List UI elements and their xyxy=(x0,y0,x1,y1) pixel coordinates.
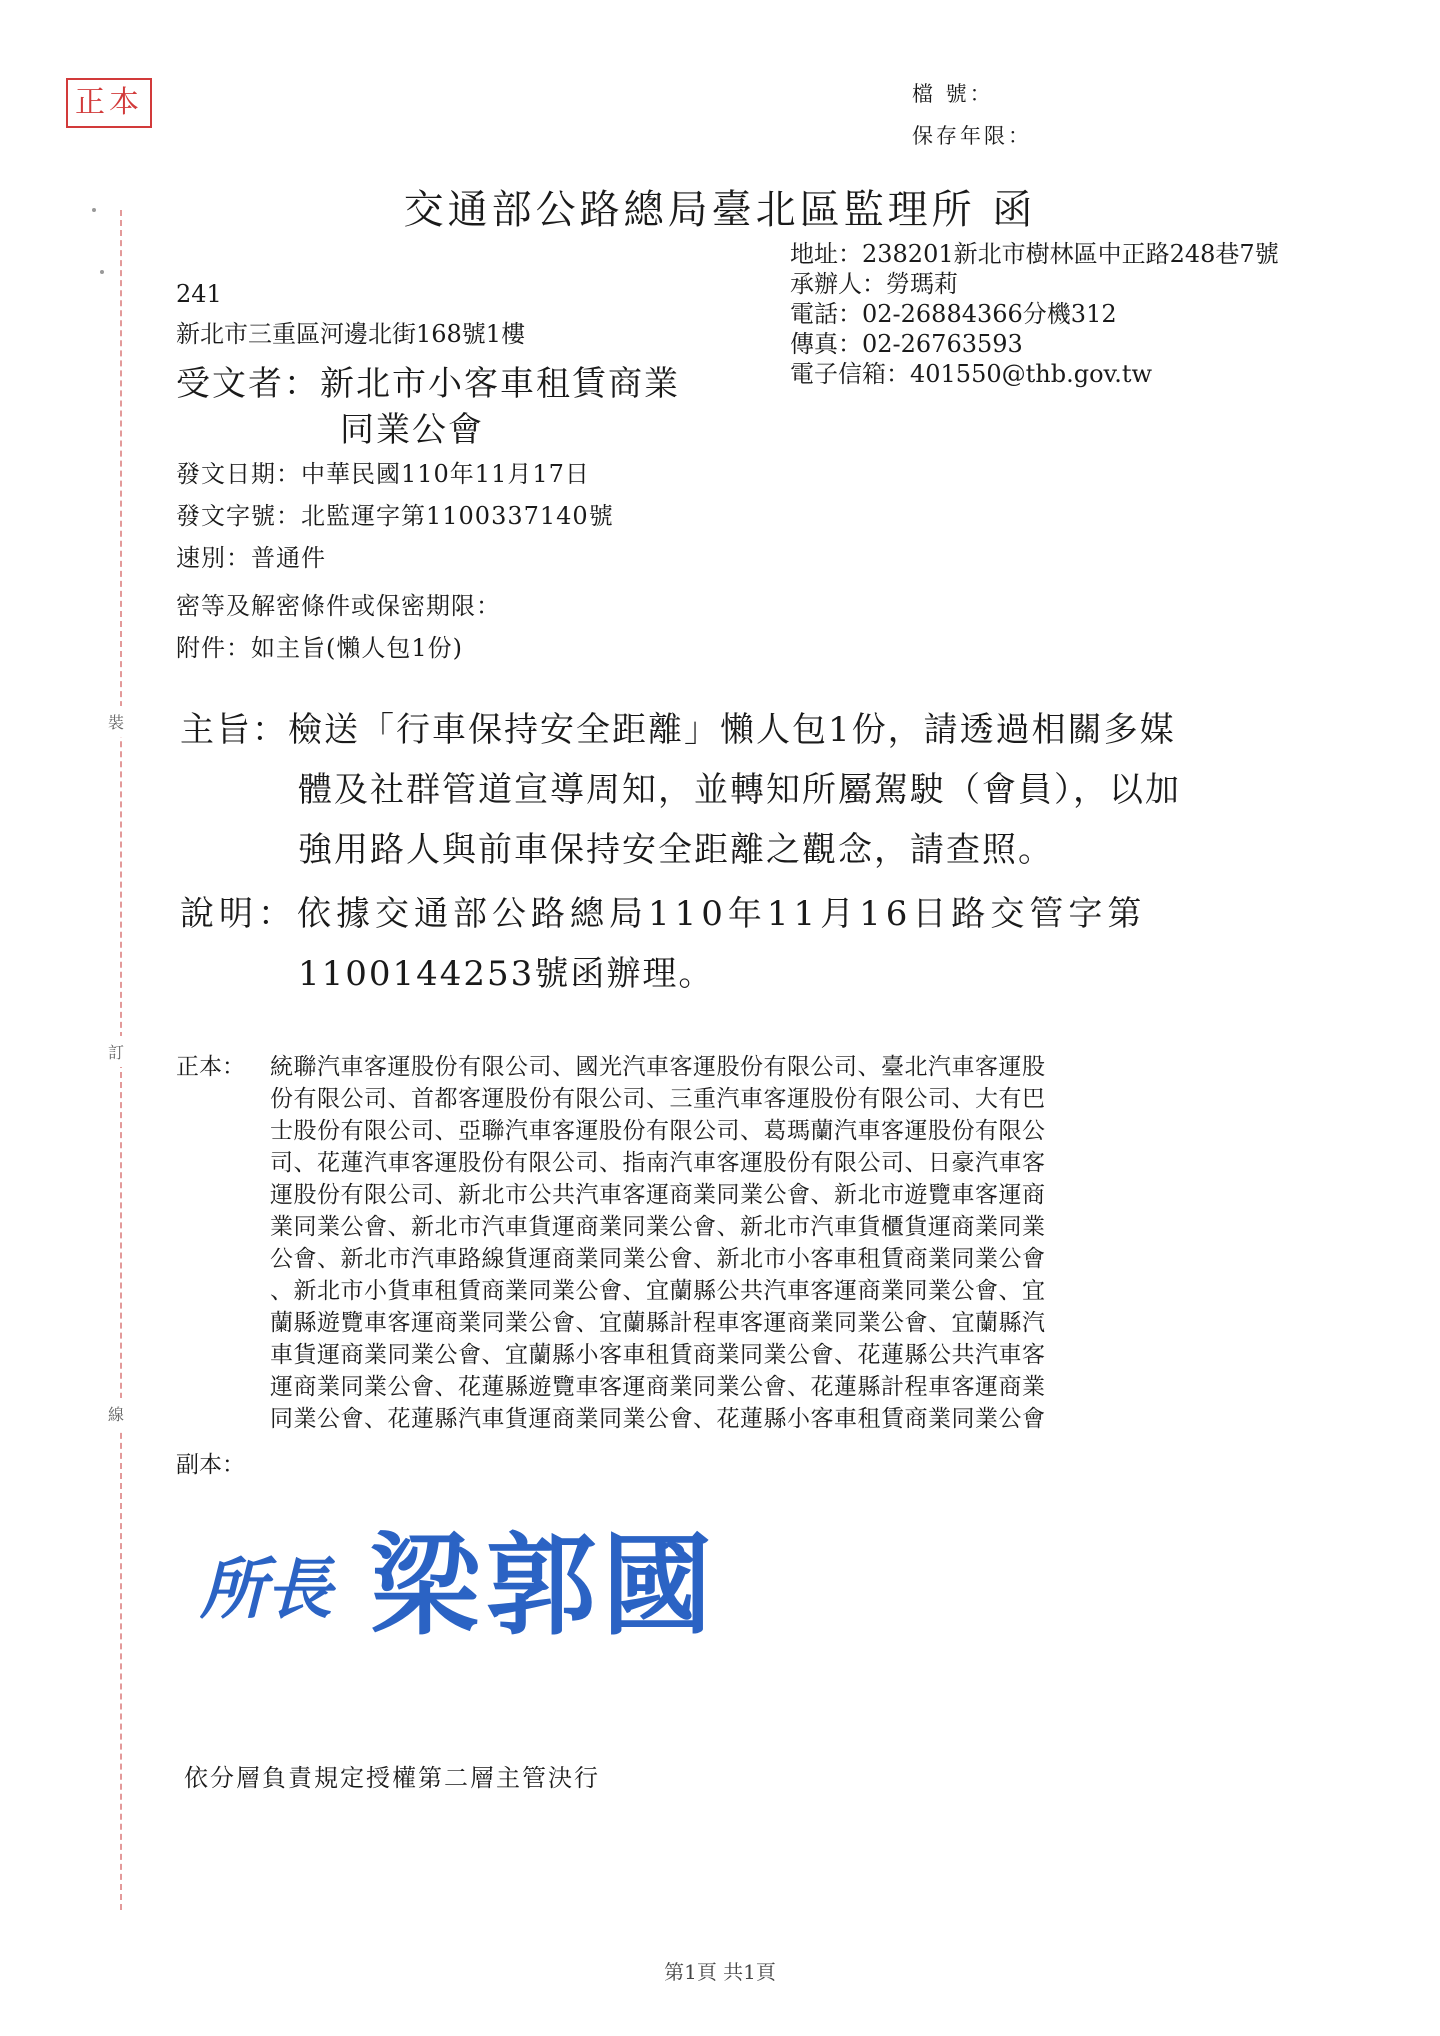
original-stamp: 正本 xyxy=(66,78,152,128)
issue-date: 發文日期：中華民國110年11月17日 xyxy=(176,460,590,488)
secrecy-level: 密等及解密條件或保密期限： xyxy=(176,592,501,620)
recipient-name: 受文者：新北市小客車租賃商業 xyxy=(176,364,680,404)
binding-dot xyxy=(92,208,96,212)
file-number-label: 檔 號： xyxy=(912,82,994,106)
explanation-line: 1100144253號函辦理。 xyxy=(298,954,715,994)
page-number: 第1頁 共1頁 xyxy=(664,1960,776,1984)
binding-mark-ding: 訂 xyxy=(108,1036,124,1067)
attachment: 附件：如主旨(懶人包1份) xyxy=(176,634,463,662)
original-recipients-line: 士股份有限公司、亞聯汽車客運股份有限公司、葛瑪蘭汽車客運股份有限公 xyxy=(270,1118,1046,1144)
document-number: 發文字號：北監運字第1100337140號 xyxy=(176,502,614,530)
sender-email: 電子信箱：401550@thb.gov.tw xyxy=(790,360,1153,388)
original-recipients-line: 公會、新北市汽車路線貨運商業同業公會、新北市小客車租賃商業同業公會 xyxy=(270,1246,1046,1272)
binding-mark-xian: 線 xyxy=(108,1398,124,1429)
binding-dot xyxy=(100,270,104,274)
original-recipients-label: 正本： xyxy=(176,1054,245,1080)
original-recipients-line: 蘭縣遊覽車客運商業同業公會、宜蘭縣計程車客運商業同業公會、宜蘭縣汽 xyxy=(270,1310,1046,1336)
authorization-note: 依分層負責規定授權第二層主管決行 xyxy=(184,1764,600,1792)
recipient-postal-code: 241 xyxy=(176,280,222,308)
recipient-address: 新北市三重區河邊北街168號1樓 xyxy=(176,320,526,348)
subject-line: 強用路人與前車保持安全距離之觀念，請查照。 xyxy=(298,830,1054,870)
director-signature xyxy=(200,1500,780,1650)
original-recipients-line: 車貨運商業同業公會、宜蘭縣小客車租賃商業同業公會、花蓮縣公共汽車客 xyxy=(270,1342,1046,1368)
retention-period-label: 保存年限： xyxy=(912,124,1032,148)
subject-line: 主旨：檢送「行車保持安全距離」懶人包1份，請透過相關多媒 xyxy=(180,710,1176,750)
recipient-name-continued: 同業公會 xyxy=(340,410,484,450)
speed-class: 速別：普通件 xyxy=(176,544,326,572)
sender-officer: 承辦人：勞瑪莉 xyxy=(790,270,958,298)
original-recipients-line: 統聯汽車客運股份有限公司、國光汽車客運股份有限公司、臺北汽車客運股 xyxy=(270,1054,1046,1080)
sender-address: 地址：238201新北市樹林區中正路248巷7號 xyxy=(790,240,1279,268)
subject-line: 體及社群管道宣導周知，並轉知所屬駕駛（會員），以加 xyxy=(298,770,1181,810)
original-recipients-line: 份有限公司、首都客運股份有限公司、三重汽車客運股份有限公司、大有巴 xyxy=(270,1086,1046,1112)
signature-brush-icon xyxy=(200,1500,780,1650)
sender-fax: 傳真：02-26763593 xyxy=(790,330,1023,358)
original-recipients-line: 、新北市小貨車租賃商業同業公會、宜蘭縣公共汽車客運商業同業公會、宜 xyxy=(270,1278,1046,1304)
binding-mark-zhuang: 裝 xyxy=(108,706,124,737)
original-recipients-line: 同業公會、花蓮縣汽車貨運商業同業公會、花蓮縣小客車租賃商業同業公會 xyxy=(270,1406,1046,1432)
copy-recipients-label: 副本： xyxy=(176,1452,245,1478)
document-title: 交通部公路總局臺北區監理所 函 xyxy=(403,187,1037,233)
original-recipients-line: 運股份有限公司、新北市公共汽車客運商業同業公會、新北市遊覽車客運商 xyxy=(270,1182,1046,1208)
svg-text:所長: 所長 xyxy=(200,1550,332,1628)
svg-text:梁郭國: 梁郭國 xyxy=(370,1521,718,1650)
explanation-line: 說明：依據交通部公路總局110年11月16日路交管字第 xyxy=(180,894,1147,934)
original-recipients-line: 運商業同業公會、花蓮縣遊覽車客運商業同業公會、花蓮縣計程車客運商業 xyxy=(270,1374,1046,1400)
sender-phone: 電話：02-26884366分機312 xyxy=(790,300,1117,328)
original-recipients-line: 業同業公會、新北市汽車貨運商業同業公會、新北市汽車貨櫃貨運商業同業 xyxy=(270,1214,1046,1240)
original-recipients-line: 司、花蓮汽車客運股份有限公司、指南汽車客運股份有限公司、日豪汽車客 xyxy=(270,1150,1046,1176)
